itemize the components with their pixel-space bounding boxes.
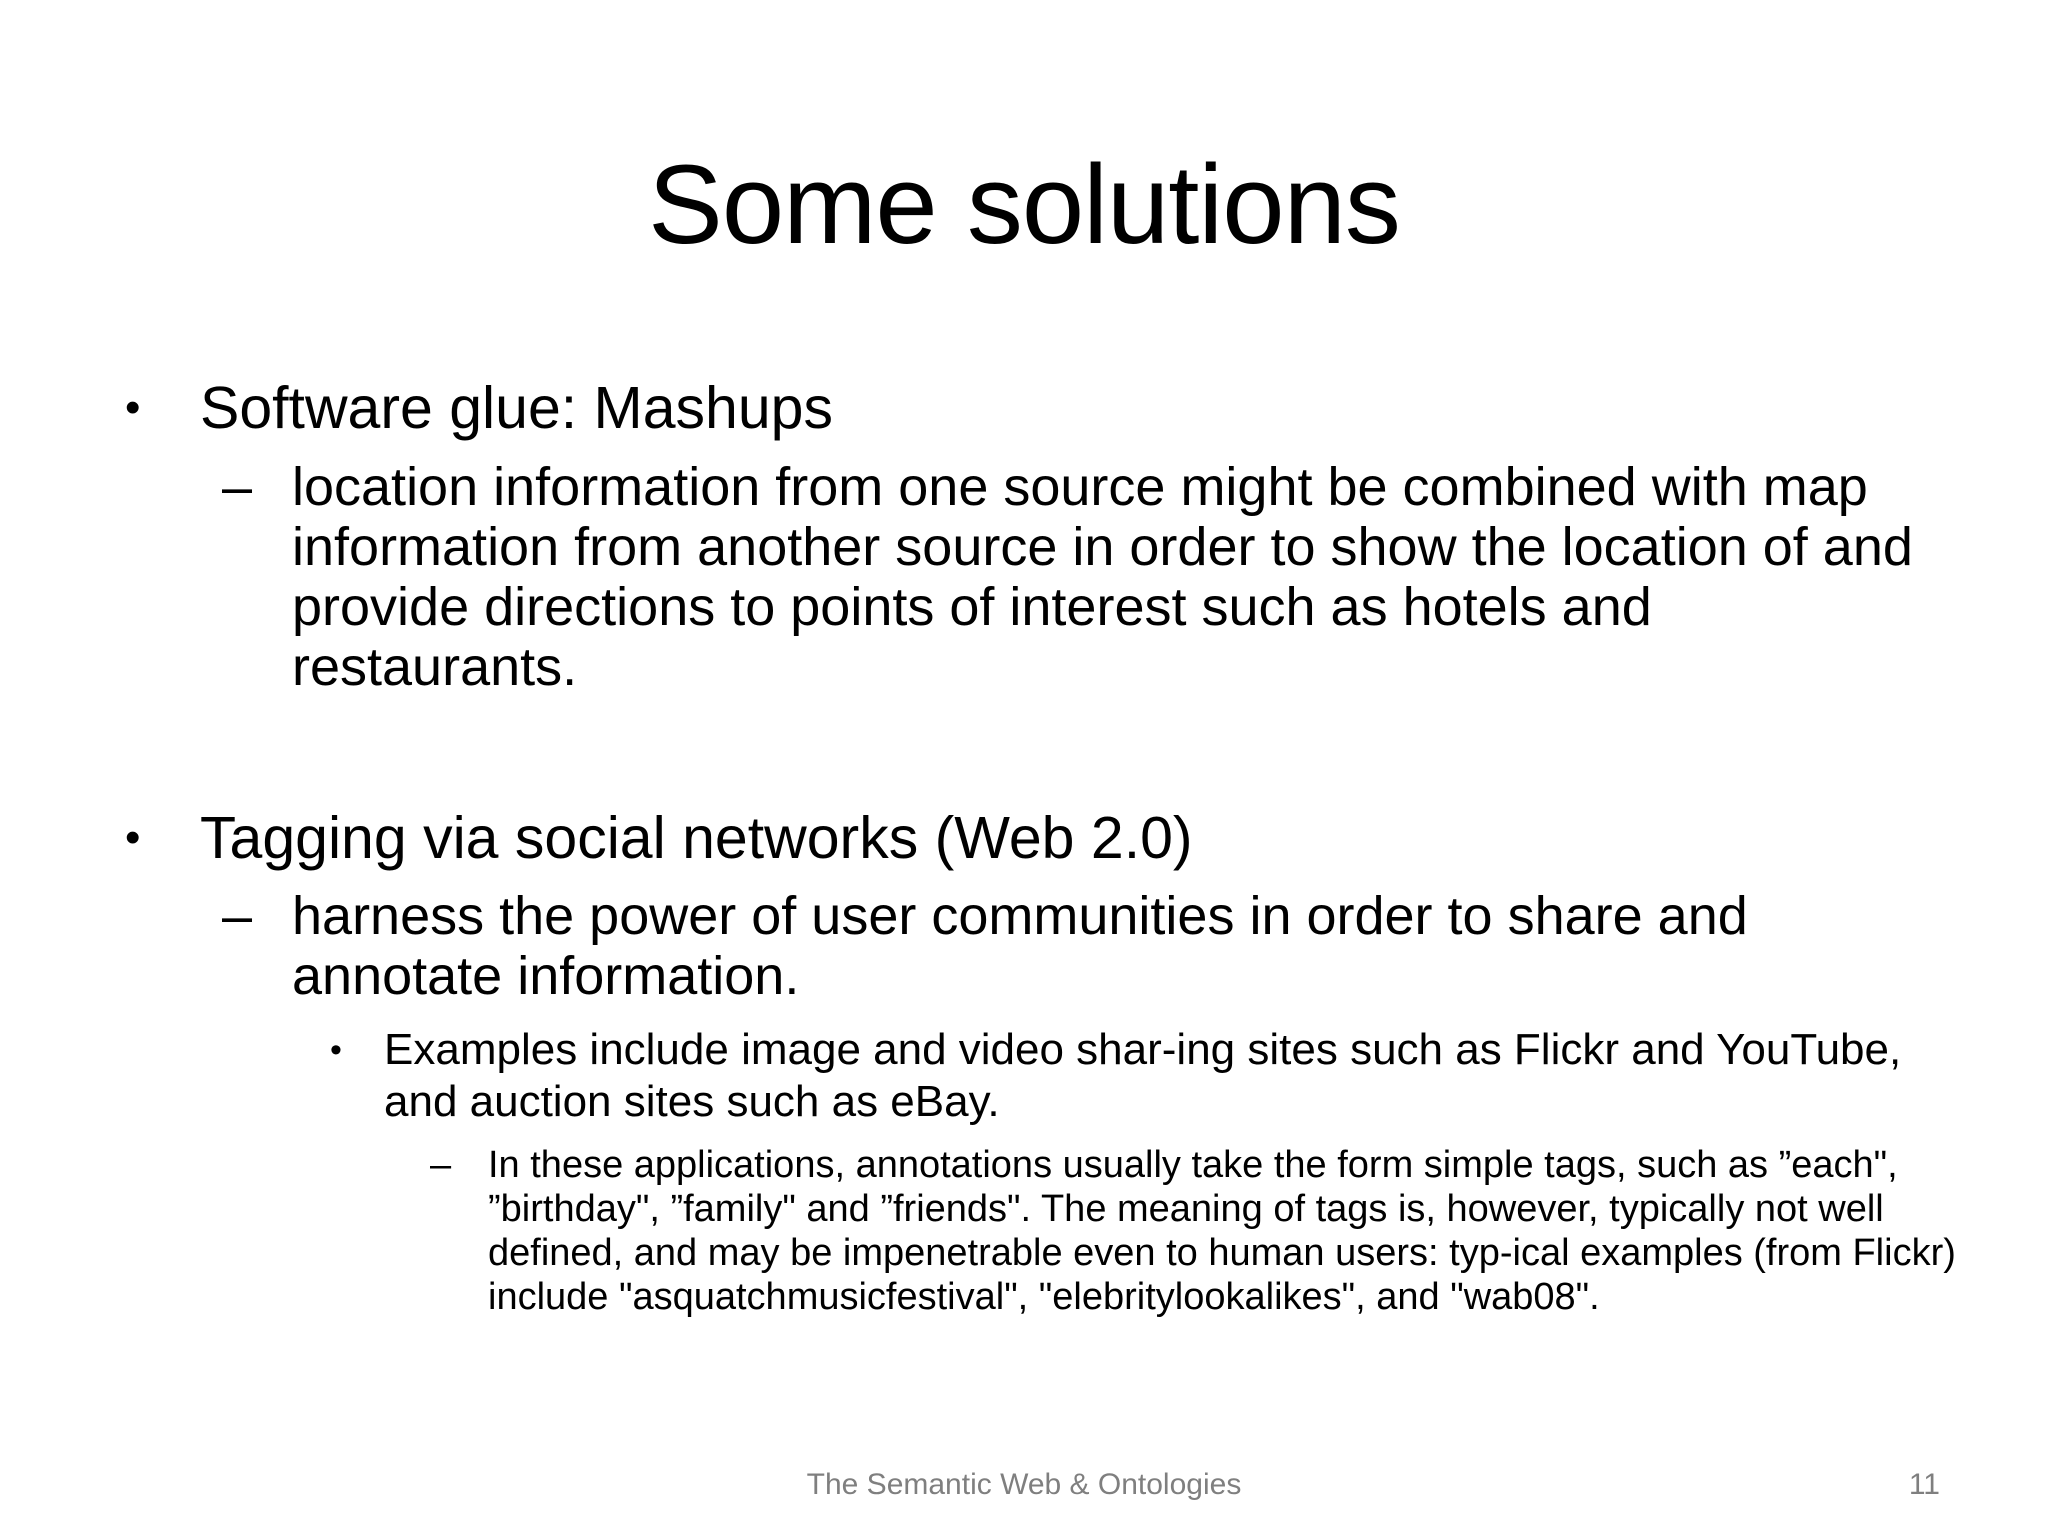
sub-text-location: location information from one source might be combined with map information from another source in order to show the location of and provide directions to points of interest such as hotels and restaurants. [292, 457, 1913, 697]
page-number: 11 [1908, 1468, 1940, 1501]
bullet-text-tagging: Tagging via social networks (Web 2.0) [200, 805, 1193, 871]
level4-dash-marker: – [430, 1144, 452, 1186]
dash-marker: – [222, 457, 253, 517]
slide-title: Some solutions [648, 142, 1400, 267]
level3-bullet-marker: • [330, 1031, 342, 1069]
sub-text-harness: harness the power of user communities in order to share and annotate information. [292, 886, 1748, 1006]
bullet-marker: • [125, 813, 141, 862]
dash-marker: – [222, 886, 253, 946]
bullet-text-mashups: Software glue: Mashups [200, 375, 833, 441]
level3-text-examples: Examples include image and video shar-ing sites such as Flickr and YouTube, and auction sites such as eBay. [384, 1025, 1902, 1126]
slide-footer: The Semantic Web & Ontologies [806, 1468, 1242, 1501]
bullet-marker: • [125, 383, 141, 432]
level4-text-annotations: In these applications, annotations usually take the form simple tags, such as ”each", ”birthday", ”family" and ”friends". The meaning of tags is, however, typically not well defined, and may be impenetrable even to human users: typ-ical examples (from Flickr) include "asquatchmusicfestival", "elebritylookalikes", and "wab08". [488, 1144, 1956, 1318]
